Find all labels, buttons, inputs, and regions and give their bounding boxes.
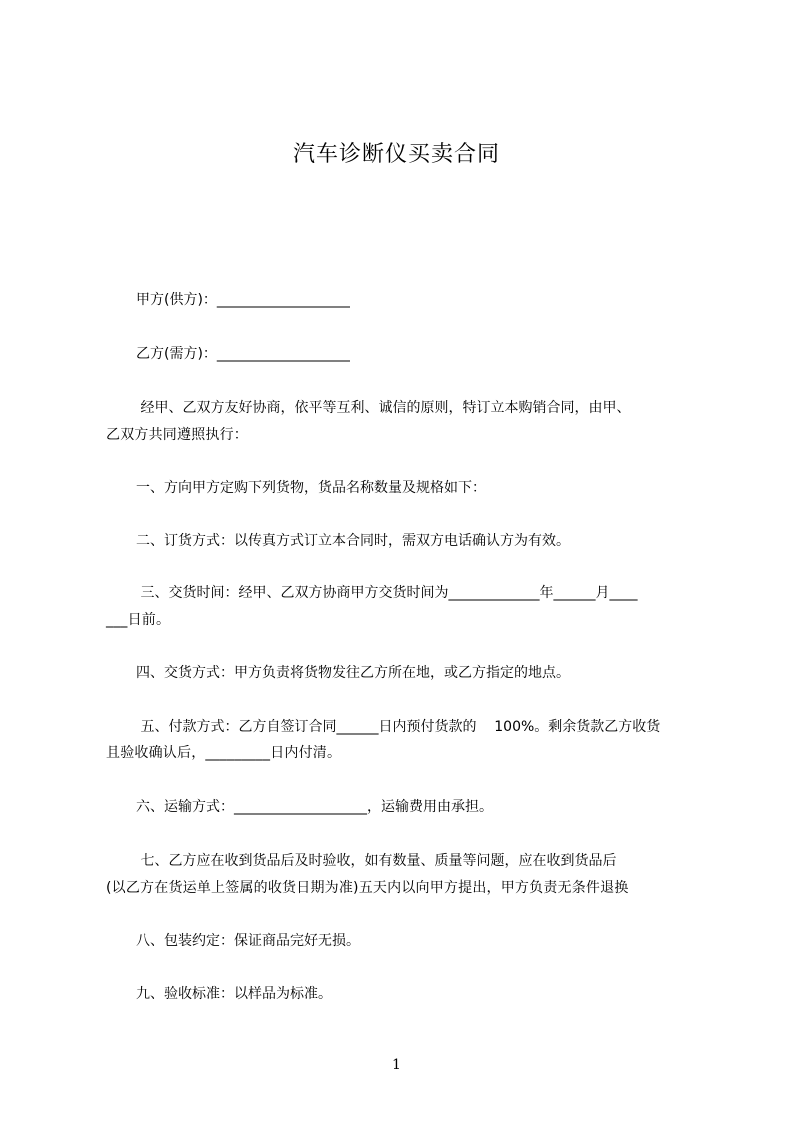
clause-7-line-2: (以乙方在货运单上签属的收货日期为准)五天内以向甲方提出，甲方负责无条件退换	[106, 880, 629, 896]
party-a-line: 甲方(供方)：___________________	[136, 292, 350, 308]
clause-3-line-2: ___日前。	[106, 612, 171, 628]
clause-1: 一、方向甲方定购下列货物，货品名称数量及规格如下：	[136, 480, 486, 496]
clause-6: 六、运输方式：___________________，运输费用由承担。	[136, 799, 493, 815]
clause-5-line-2: 且验收确认后，_________日内付清。	[106, 745, 342, 761]
clause-5-line-1: 五、付款方式：乙方自签订合同______日内预付货款的 100%。剩余货款乙方收货	[136, 719, 661, 735]
clause-3-line-1: 三、交货时间：经甲、乙双方协商甲方交货时间为_____________年______月____	[136, 585, 638, 601]
clause-4: 四、交货方式：甲方负责将货物发往乙方所在地，或乙方指定的地点。	[136, 665, 570, 681]
intro-line-1: 经甲、乙双方友好协商，依平等互利、诚信的原则，特订立本购销合同，由甲、	[136, 400, 631, 416]
page-number: 1	[392, 1057, 401, 1073]
clause-2: 二、订货方式：以传真方式订立本合同时，需双方电话确认方为有效。	[136, 533, 570, 549]
intro-line-2: 乙双方共同遵照执行：	[106, 427, 248, 443]
document-title: 汽车诊断仪买卖合同	[292, 142, 500, 167]
clause-8: 八、包装约定：保证商品完好无损。	[136, 933, 360, 949]
party-b-line: 乙方(需方)：___________________	[136, 346, 350, 362]
clause-9: 九、验收标准：以样品为标准。	[136, 986, 332, 1002]
clause-7-line-1: 七、乙方应在收到货品后及时验收，如有数量、质量等问题，应在收到货品后	[136, 853, 617, 869]
